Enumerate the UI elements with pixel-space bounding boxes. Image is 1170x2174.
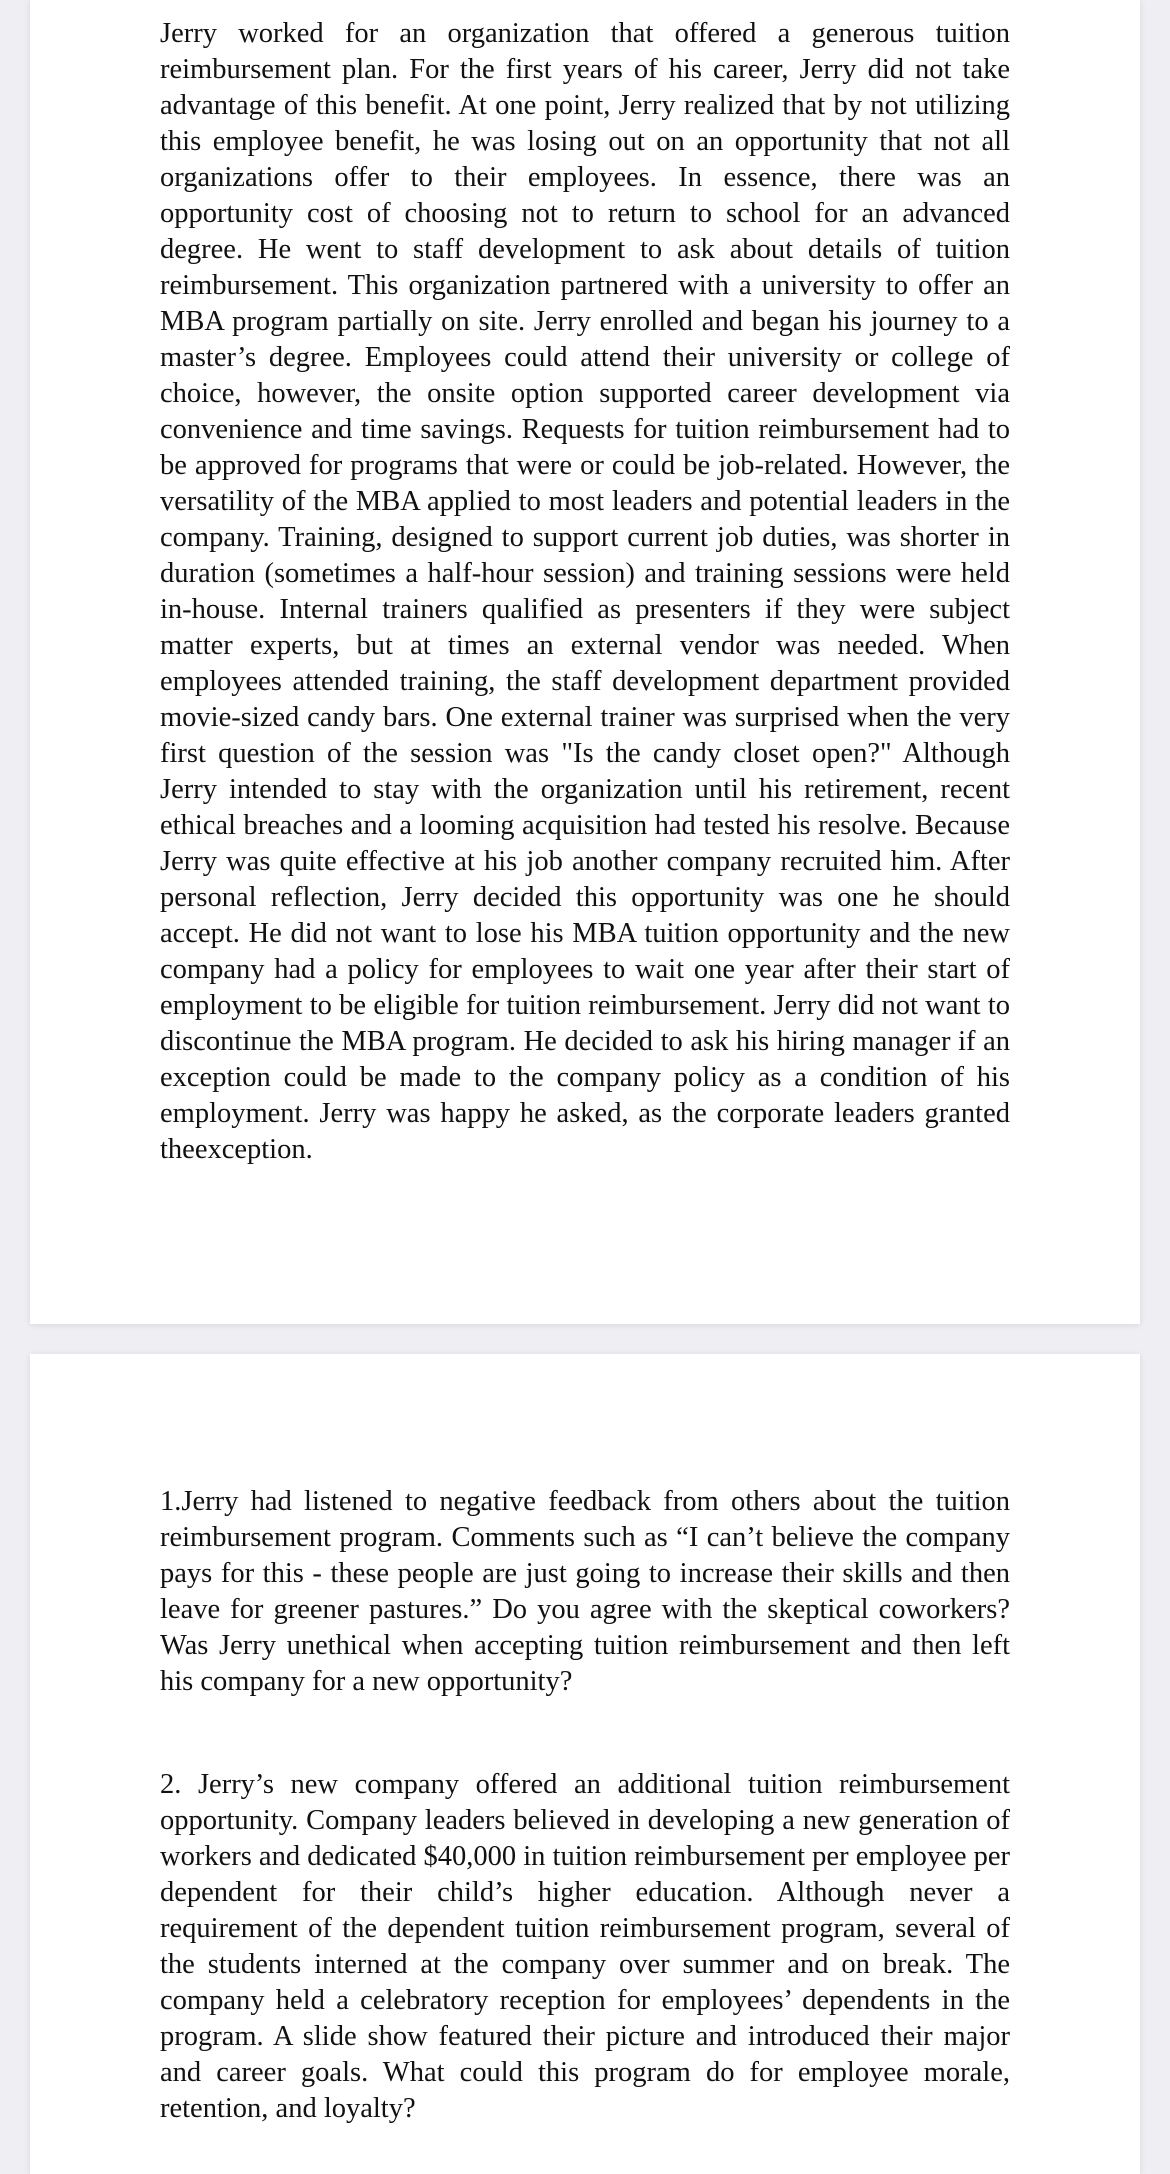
case-study-paragraph: Jerry worked for an organization that offered a generous tuition reimbursement plan. For the first years of his career, Jerry did not take advantage of this benefit. At one point, Jerry realized that by not utilizing this employee benefit, he was losing out on an opportunity that not all organizations offer to their employees. In essence, there was an opportunity cost of choosing not to return to school for an advanced degree. He went to staff development to ask about details of tuition reimbursement. This organization partnered with a university to offer an MBA program partially on site. Jerry enrolled and began his journey to a master’s degree. Employees could attend their university or college of choice, however, the onsite option supported career development via convenience and time savings. Requests for tuition reimbursement had to be approved for programs that were or could be job-related. However, the versatility of the MBA applied to most leaders and potential leaders in the company. Training, designed to support current job duties, was shorter in duration (sometimes a half-hour session) and training sessions were held in-house. Internal trainers qualified as presenters if they were subject matter experts, but at times an external vendor was needed. When employees attended training, the staff development department provided movie-sized candy bars. One external trainer was surprised when the very first question of the session was "Is the candy closet open?" Although Jerry intended to stay with the organization until his retirement, recent ethical breaches and a looming acquisition had tested his resolve. Because Jerry was quite effective at his job another company recruited him. After personal reflection, Jerry decided this opportunity was one he should accept. He did not want to lose his MBA tuition opportunity and the new company had a policy for employees to wait one year after their start of employment to be eligible for tuition reimbursement. Jerry did not want to discontinue the MBA program. He decided to ask his hiring manager if an exception could be made to the company policy as a condition of his employment. Jerry was happy he asked, as the corporate leaders granted theexception. [160,18,1010,1165]
question-2-paragraph: 2. Jerry’s new company offered an additional tuition reimbursement opportunity. Company leaders believed in developing a new generation of workers and dedicated $40,000 in tuition reimbursement per employee per dependent for their child’s higher education. Although never a requirement of the dependent tuition reimbursement program, several of the students interned at the company over summer and on break. The company held a celebratory reception for employees’ dependents in the program. A slide show featured their picture and introduced their major and career goals. What could this program do for employee morale, retention, and loyalty? [160,1769,1010,2124]
document-page-1 [30,0,1140,1324]
document-page-2 [30,1354,1140,2174]
question-1-paragraph: 1.Jerry had listened to negative feedback from others about the tuition reimbursement program. Comments such as “I can’t believe the company pays for this - these people are just going to increase their skills and then leave for greener pastures.” Do you agree with the skeptical coworkers? Was Jerry unethical when accepting tuition reimbursement and then left his company for a new opportunity? [160,1486,1010,1697]
